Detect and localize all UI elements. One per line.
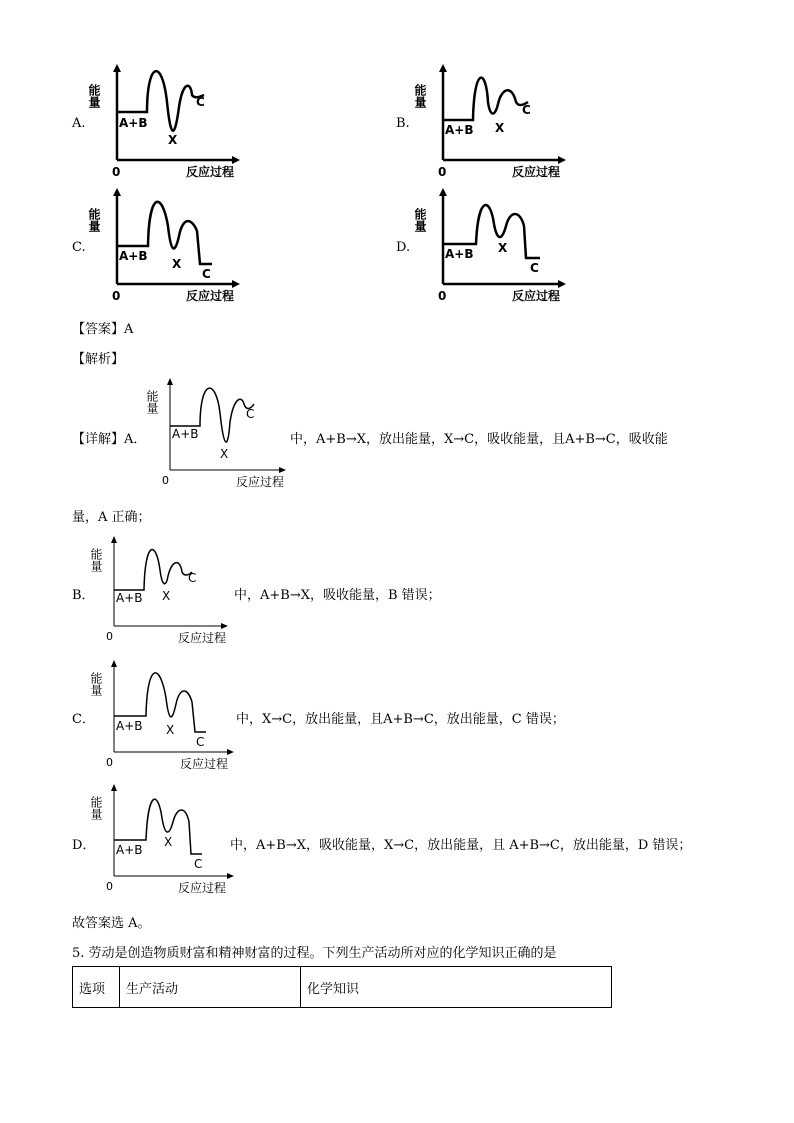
svg-text:能量: 能量 xyxy=(89,548,103,572)
conclusion: 故答案选 A。 xyxy=(72,916,151,931)
svg-text:0: 0 xyxy=(112,289,121,303)
svg-text:C: C xyxy=(188,571,197,585)
table-header-knowledge: 化学知识 xyxy=(301,967,612,1008)
svg-text:反应过程: 反应过程 xyxy=(178,881,227,895)
detail-b-label: B． xyxy=(72,588,95,603)
y-axis-label: 能量 xyxy=(87,84,101,108)
detail-b-diagram xyxy=(89,536,234,645)
svg-text:C: C xyxy=(530,261,539,275)
svg-text:0: 0 xyxy=(106,630,113,643)
svg-text:反应过程: 反应过程 xyxy=(178,631,227,645)
answer-tag: 【答案】 xyxy=(72,322,125,337)
svg-text:C: C xyxy=(196,95,205,109)
svg-text:能量: 能量 xyxy=(89,796,103,820)
detail-a-label: A． xyxy=(124,432,147,447)
svg-text:C: C xyxy=(202,267,211,281)
detail-b-text: 中，A+B→X，吸收能量，B 错误； xyxy=(234,588,441,603)
svg-text:反应过程: 反应过程 xyxy=(236,475,285,489)
option-c-diagram xyxy=(87,186,252,304)
option-d-diagram xyxy=(413,186,578,304)
svg-text:能量: 能量 xyxy=(413,208,427,232)
svg-text:反应过程: 反应过程 xyxy=(512,165,561,179)
detail-c-label: C． xyxy=(72,712,95,727)
option-d-label: D. xyxy=(396,240,411,255)
svg-text:反应过程: 反应过程 xyxy=(180,757,229,771)
svg-text:0: 0 xyxy=(438,165,447,179)
detail-a-text: 中，A+B→X，放出能量，X→C，吸收能量，且A+B→C，吸收能 xyxy=(290,432,668,447)
svg-text:C: C xyxy=(194,857,203,871)
option-c-label: C. xyxy=(72,240,86,255)
svg-text:C: C xyxy=(246,407,255,421)
svg-text:X: X xyxy=(495,121,505,135)
svg-text:A+B: A+B xyxy=(116,719,143,733)
svg-text:0: 0 xyxy=(162,474,169,487)
svg-text:反应过程: 反应过程 xyxy=(512,289,561,303)
option-b-label: B. xyxy=(396,116,410,131)
svg-text:能量: 能量 xyxy=(413,84,427,108)
svg-text:X: X xyxy=(168,133,178,147)
svg-text:A+B: A+B xyxy=(116,591,143,605)
svg-text:能量: 能量 xyxy=(87,208,101,232)
option-a-label: A. xyxy=(72,116,86,131)
svg-text:0: 0 xyxy=(438,289,447,303)
detail-a-diagram xyxy=(145,378,290,490)
svg-text:能量: 能量 xyxy=(145,390,159,414)
table-header-activity: 生产活动 xyxy=(120,967,301,1008)
detail-a-line xyxy=(72,428,146,447)
svg-text:A+B: A+B xyxy=(172,427,199,441)
table-header-option: 选项 xyxy=(73,967,120,1008)
analysis-tag: 【解析】 xyxy=(72,352,125,367)
option-b-diagram xyxy=(413,62,578,180)
detail-c-text: 中，X→C，放出能量，且A+B→C，放出能量，C 错误； xyxy=(236,712,565,727)
option-a-diagram xyxy=(87,62,252,180)
svg-text:A+B: A+B xyxy=(445,123,474,137)
detail-d-diagram xyxy=(89,784,244,896)
svg-text:X: X xyxy=(172,257,182,271)
answer-value: A xyxy=(124,322,134,337)
detail-d-text: 中，A+B→X，吸收能量，X→C，放出能量，且 A+B→C，放出能量，D 错误； xyxy=(230,838,692,853)
answer-line xyxy=(72,318,133,337)
svg-text:A+B: A+B xyxy=(116,843,143,857)
svg-text:X: X xyxy=(166,723,175,737)
detail-c-diagram xyxy=(89,660,244,772)
svg-text:C: C xyxy=(196,735,205,749)
svg-text:X: X xyxy=(220,447,229,461)
svg-text:0: 0 xyxy=(112,165,121,179)
svg-text:C: C xyxy=(522,103,531,117)
detail-tag: 【详解】 xyxy=(72,432,125,447)
svg-text:X: X xyxy=(162,589,171,603)
table-row xyxy=(73,967,612,1008)
svg-text:A+B: A+B xyxy=(445,247,474,261)
question-5-text: 5. 劳动是创造物质财富和精神财富的过程。下列生产活动所对应的化学知识正确的是 xyxy=(72,946,557,961)
svg-text:X: X xyxy=(164,835,173,849)
svg-text:A+B: A+B xyxy=(119,249,148,263)
svg-text:A+B: A+B xyxy=(119,116,148,130)
detail-a-text-cont: 量，A 正确； xyxy=(72,510,151,525)
question-5-table xyxy=(72,966,612,1008)
svg-text:X: X xyxy=(498,241,508,255)
detail-d-label: D． xyxy=(72,838,96,853)
svg-text:能量: 能量 xyxy=(89,672,103,696)
svg-text:0: 0 xyxy=(106,880,113,893)
svg-text:0: 0 xyxy=(106,756,113,769)
svg-text:反应过程: 反应过程 xyxy=(186,165,235,179)
svg-text:反应过程: 反应过程 xyxy=(186,289,235,303)
